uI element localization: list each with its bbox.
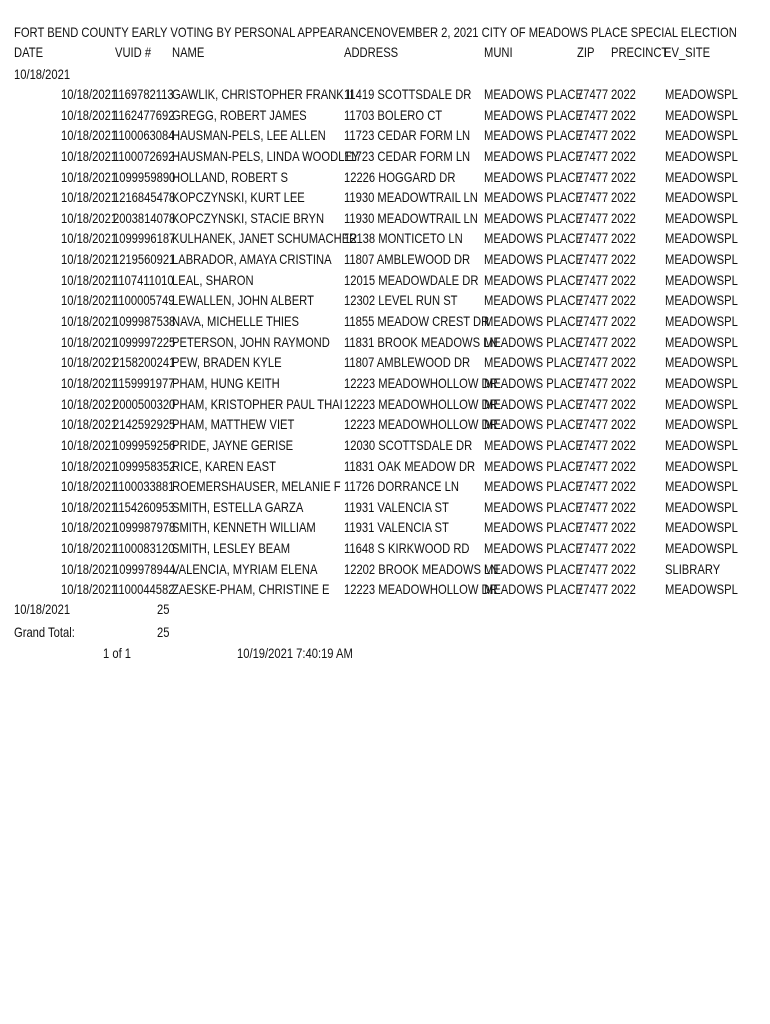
cell-ev-site: MEADOWSPL (665, 436, 738, 453)
table-row (0, 105, 770, 126)
cell-muni: MEADOWS PLACE (484, 478, 583, 495)
cell-precinct: 2022 (611, 106, 636, 123)
cell-zip: 77477 (577, 457, 609, 474)
table-row (0, 352, 770, 373)
cell-date: 10/18/2021 (61, 168, 118, 185)
cell-vuid: 1162477692 (113, 106, 175, 123)
cell-vuid: 1099996187 (113, 230, 176, 247)
cell-muni: MEADOWS PLACE (484, 395, 583, 412)
cell-address: 12226 HOGGARD DR (344, 168, 456, 185)
cell-name: KULHANEK, JANET SCHUMACHER (172, 230, 358, 247)
cell-address: 11930 MEADOWTRAIL LN (344, 189, 478, 206)
cell-name: PHAM, HUNG KEITH (172, 374, 280, 391)
cell-address: 12223 MEADOWHOLLOW DR (344, 581, 498, 598)
grand-total-count: 25 (157, 624, 170, 640)
grand-total-label: Grand Total: (14, 624, 75, 640)
cell-zip: 77477 (577, 86, 609, 102)
table-row (0, 332, 770, 353)
cell-zip: 77477 (577, 106, 609, 123)
cell-vuid: 1100044582 (113, 581, 175, 598)
cell-muni: MEADOWS PLACE (484, 86, 583, 102)
cell-address: 11855 MEADOW CREST DR (344, 313, 490, 330)
table-row (0, 517, 770, 538)
cell-address: 11723 CEDAR FORM LN (344, 147, 471, 164)
cell-ev-site: MEADOWSPL (665, 395, 738, 412)
cell-precinct: 2022 (611, 189, 636, 206)
cell-date: 10/18/2021 (61, 292, 118, 309)
cell-precinct: 2022 (611, 147, 636, 164)
table-row (0, 497, 770, 518)
cell-name: LEAL, SHARON (172, 271, 254, 288)
table-row (0, 311, 770, 332)
cell-vuid: 1099959890 (113, 168, 176, 185)
cell-ev-site: MEADOWSPL (665, 251, 738, 268)
table-row (0, 559, 770, 580)
cell-address: 11723 CEDAR FORM LN (344, 127, 471, 144)
col-header-muni: MUNI (484, 44, 513, 60)
cell-precinct: 2022 (611, 457, 636, 474)
cell-muni: MEADOWS PLACE (484, 457, 583, 474)
cell-address: 11931 VALENCIA ST (344, 519, 449, 536)
cell-muni: MEADOWS PLACE (484, 436, 583, 453)
cell-vuid: 1100005749 (113, 292, 175, 309)
cell-ev-site: MEADOWSPL (665, 147, 738, 164)
cell-address: 12223 MEADOWHOLLOW DR (344, 374, 498, 391)
cell-address: 12223 MEADOWHOLLOW DR (344, 416, 498, 433)
cell-muni: MEADOWS PLACE (484, 168, 583, 185)
cell-name: HAUSMAN-PELS, LINDA WOODLEY (172, 147, 360, 164)
cell-precinct: 2022 (611, 127, 636, 144)
cell-precinct: 2022 (611, 86, 636, 102)
cell-vuid: 1099958352 (113, 457, 176, 474)
cell-zip: 77477 (577, 395, 609, 412)
col-header-precinct: PRECINCT (611, 44, 669, 60)
cell-precinct: 2022 (611, 416, 636, 433)
cell-zip: 77477 (577, 230, 609, 247)
cell-name: PEW, BRADEN KYLE (172, 354, 282, 371)
cell-zip: 77477 (577, 478, 609, 495)
cell-precinct: 2022 (611, 271, 636, 288)
cell-address: 12202 BROOK MEADOWS LN (344, 560, 499, 577)
cell-vuid: 2158200241 (113, 354, 176, 371)
cell-precinct: 2022 (611, 292, 636, 309)
cell-name: PHAM, KRISTOPHER PAUL THAI (172, 395, 343, 412)
cell-ev-site: MEADOWSPL (665, 168, 738, 185)
cell-muni: MEADOWS PLACE (484, 354, 583, 371)
cell-precinct: 2022 (611, 354, 636, 371)
table-row (0, 167, 770, 188)
cell-date: 10/18/2021 (61, 457, 118, 474)
cell-date: 10/18/2021 (61, 416, 118, 433)
table-row (0, 373, 770, 394)
table-row (0, 208, 770, 229)
table-row (0, 538, 770, 559)
cell-vuid: 1219560921 (113, 251, 176, 268)
cell-precinct: 2022 (611, 478, 636, 495)
cell-date: 10/18/2021 (61, 540, 118, 557)
cell-date: 10/18/2021 (61, 436, 118, 453)
cell-address: 11703 BOLERO CT (344, 106, 443, 123)
cell-zip: 77477 (577, 189, 609, 206)
cell-address: 11726 DORRANCE LN (344, 478, 459, 495)
cell-precinct: 2022 (611, 251, 636, 268)
cell-date: 10/18/2021 (61, 230, 118, 247)
cell-muni: MEADOWS PLACE (484, 581, 583, 598)
table-row (0, 84, 770, 105)
cell-date: 10/18/2021 (61, 519, 118, 536)
table-row (0, 146, 770, 167)
cell-muni: MEADOWS PLACE (484, 251, 583, 268)
cell-vuid: 1099987978 (113, 519, 176, 536)
cell-vuid: 2142592925 (113, 416, 176, 433)
cell-date: 10/18/2021 (61, 374, 118, 391)
cell-ev-site: MEADOWSPL (665, 457, 738, 474)
cell-precinct: 2022 (611, 498, 636, 515)
cell-ev-site: MEADOWSPL (665, 333, 738, 350)
cell-name: HAUSMAN-PELS, LEE ALLEN (172, 127, 326, 144)
cell-muni: MEADOWS PLACE (484, 540, 583, 557)
cell-zip: 77477 (577, 581, 609, 598)
cell-ev-site: MEADOWSPL (665, 498, 738, 515)
cell-name: NAVA, MICHELLE THIES (172, 313, 299, 330)
cell-name: PRIDE, JAYNE GERISE (172, 436, 294, 453)
cell-name: KOPCZYNSKI, STACIE BRYN (172, 209, 325, 226)
cell-address: 11419 SCOTTSDALE DR (344, 86, 472, 102)
cell-vuid: 2003814078 (113, 209, 176, 226)
cell-precinct: 2022 (611, 313, 636, 330)
cell-zip: 77477 (577, 498, 609, 515)
subtotal-label: 10/18/2021 (14, 601, 71, 617)
cell-name: KOPCZYNSKI, KURT LEE (172, 189, 305, 206)
cell-name: PHAM, MATTHEW VIET (172, 416, 295, 433)
cell-zip: 77477 (577, 560, 609, 577)
cell-date: 10/18/2021 (61, 313, 118, 330)
table-row (0, 270, 770, 291)
cell-name: HOLLAND, ROBERT S (172, 168, 288, 185)
cell-zip: 77477 (577, 416, 609, 433)
cell-vuid: 1100063084 (113, 127, 175, 144)
cell-precinct: 2022 (611, 540, 636, 557)
cell-address: 11807 AMBLEWOOD DR (344, 354, 471, 371)
cell-zip: 77477 (577, 354, 609, 371)
cell-muni: MEADOWS PLACE (484, 560, 583, 577)
cell-muni: MEADOWS PLACE (484, 106, 583, 123)
cell-muni: MEADOWS PLACE (484, 271, 583, 288)
cell-name: SMITH, LESLEY BEAM (172, 540, 291, 557)
table-row (0, 228, 770, 249)
cell-name: SMITH, KENNETH WILLIAM (172, 519, 316, 536)
cell-precinct: 2022 (611, 333, 636, 350)
table-row (0, 187, 770, 208)
cell-address: 12138 MONTICETO LN (344, 230, 463, 247)
cell-zip: 77477 (577, 271, 609, 288)
cell-address: 12030 SCOTTSDALE DR (344, 436, 473, 453)
printed-timestamp: 10/19/2021 7:40:19 AM (237, 645, 353, 661)
cell-vuid: 1154260953 (113, 498, 175, 515)
cell-address: 12302 LEVEL RUN ST (344, 292, 458, 309)
cell-name: PETERSON, JOHN RAYMOND (172, 333, 330, 350)
cell-zip: 77477 (577, 292, 609, 309)
voter-table-body (0, 84, 770, 600)
cell-ev-site: MEADOWSPL (665, 209, 738, 226)
cell-ev-site: MEADOWSPL (665, 354, 738, 371)
cell-muni: MEADOWS PLACE (484, 416, 583, 433)
cell-vuid: 1107411010 (113, 271, 174, 288)
cell-precinct: 2022 (611, 209, 636, 226)
cell-address: 12015 MEADOWDALE DR (344, 271, 479, 288)
group-date-heading: 10/18/2021 (14, 66, 71, 82)
cell-ev-site: MEADOWSPL (665, 313, 738, 330)
cell-address: 11648 S KIRKWOOD RD (344, 540, 470, 557)
cell-precinct: 2022 (611, 560, 636, 577)
table-row (0, 249, 770, 270)
cell-muni: MEADOWS PLACE (484, 230, 583, 247)
cell-vuid: 1100072692 (113, 147, 175, 164)
table-row (0, 394, 770, 415)
col-header-address: ADDRESS (344, 44, 399, 60)
cell-precinct: 2022 (611, 168, 636, 185)
cell-name: SMITH, ESTELLA GARZA (172, 498, 304, 515)
cell-name: ZAESKE-PHAM, CHRISTINE E (172, 581, 330, 598)
cell-vuid: 1159991977 (113, 374, 175, 391)
cell-vuid: 1216845478 (113, 189, 176, 206)
cell-zip: 77477 (577, 209, 609, 226)
cell-zip: 77477 (577, 251, 609, 268)
cell-muni: MEADOWS PLACE (484, 498, 583, 515)
cell-name: ROEMERSHAUSER, MELANIE F (172, 478, 341, 495)
page-number: 1 of 1 (103, 645, 132, 661)
cell-date: 10/18/2021 (61, 498, 118, 515)
cell-date: 10/18/2021 (61, 560, 118, 577)
table-row (0, 125, 770, 146)
cell-ev-site: MEADOWSPL (665, 519, 738, 536)
cell-ev-site: MEADOWSPL (665, 271, 738, 288)
cell-vuid: 1100083120 (113, 540, 175, 557)
table-row (0, 414, 770, 435)
cell-date: 10/18/2021 (61, 127, 118, 144)
cell-vuid: 1099987538 (113, 313, 176, 330)
cell-muni: MEADOWS PLACE (484, 313, 583, 330)
cell-muni: MEADOWS PLACE (484, 127, 583, 144)
cell-name: GAWLIK, CHRISTOPHER FRANK II (172, 86, 354, 102)
cell-ev-site: MEADOWSPL (665, 86, 738, 102)
cell-zip: 77477 (577, 147, 609, 164)
cell-name: LABRADOR, AMAYA CRISTINA (172, 251, 332, 268)
cell-address: 11831 BROOK MEADOWS LN (344, 333, 498, 350)
cell-date: 10/18/2021 (61, 106, 118, 123)
cell-ev-site: MEADOWSPL (665, 292, 738, 309)
col-header-date: DATE (14, 44, 44, 60)
cell-ev-site: MEADOWSPL (665, 581, 738, 598)
cell-zip: 77477 (577, 313, 609, 330)
cell-date: 10/18/2021 (61, 354, 118, 371)
cell-name: GREGG, ROBERT JAMES (172, 106, 307, 123)
col-header-name: NAME (172, 44, 205, 60)
cell-date: 10/18/2021 (61, 581, 118, 598)
cell-precinct: 2022 (611, 436, 636, 453)
cell-date: 10/18/2021 (61, 251, 118, 268)
cell-name: VALENCIA, MYRIAM ELENA (172, 560, 318, 577)
cell-precinct: 2022 (611, 230, 636, 247)
cell-address: 11930 MEADOWTRAIL LN (344, 209, 478, 226)
cell-date: 10/18/2021 (61, 333, 118, 350)
cell-date: 10/18/2021 (61, 271, 118, 288)
table-row (0, 435, 770, 456)
cell-zip: 77477 (577, 436, 609, 453)
cell-address: 11931 VALENCIA ST (344, 498, 449, 515)
subtotal-count: 25 (157, 601, 170, 617)
cell-ev-site: MEADOWSPL (665, 416, 738, 433)
cell-precinct: 2022 (611, 395, 636, 412)
cell-ev-site: MEADOWSPL (665, 540, 738, 557)
cell-ev-site: MEADOWSPL (665, 106, 738, 123)
cell-zip: 77477 (577, 374, 609, 391)
cell-address: 11807 AMBLEWOOD DR (344, 251, 471, 268)
cell-date: 10/18/2021 (61, 478, 118, 495)
cell-muni: MEADOWS PLACE (484, 209, 583, 226)
col-header-ev-site: EV_SITE (664, 44, 711, 60)
cell-ev-site: MEADOWSPL (665, 189, 738, 206)
cell-muni: MEADOWS PLACE (484, 189, 583, 206)
cell-precinct: 2022 (611, 581, 636, 598)
report-title: FORT BEND COUNTY EARLY VOTING BY PERSONAL APPEARANCENOVEMBER 2, 2021 CITY OF MEADOWS PLACE SPECIAL ELECTION (14, 24, 737, 40)
cell-date: 10/18/2021 (61, 209, 118, 226)
cell-muni: MEADOWS PLACE (484, 147, 583, 164)
col-header-zip: ZIP (577, 44, 595, 60)
cell-ev-site: MEADOWSPL (665, 127, 738, 144)
cell-vuid: 1099959256 (113, 436, 176, 453)
cell-zip: 77477 (577, 127, 609, 144)
cell-ev-site: MEADOWSPL (665, 478, 738, 495)
cell-zip: 77477 (577, 519, 609, 536)
cell-zip: 77477 (577, 168, 609, 185)
cell-muni: MEADOWS PLACE (484, 292, 583, 309)
cell-date: 10/18/2021 (61, 189, 118, 206)
cell-vuid: 2000500320 (113, 395, 176, 412)
col-header-vuid: VUID # (115, 44, 152, 60)
cell-ev-site: MEADOWSPL (665, 230, 738, 247)
cell-muni: MEADOWS PLACE (484, 333, 583, 350)
cell-ev-site: SLIBRARY (665, 560, 721, 577)
cell-vuid: 1099978944 (113, 560, 176, 577)
cell-muni: MEADOWS PLACE (484, 519, 583, 536)
cell-vuid: 1169782113 (113, 86, 174, 102)
cell-zip: 77477 (577, 540, 609, 557)
table-row (0, 476, 770, 497)
cell-name: LEWALLEN, JOHN ALBERT (172, 292, 314, 309)
table-row (0, 579, 770, 600)
cell-name: RICE, KAREN EAST (172, 457, 276, 474)
cell-address: 11831 OAK MEADOW DR (344, 457, 476, 474)
cell-address: 12223 MEADOWHOLLOW DR (344, 395, 498, 412)
table-row (0, 290, 770, 311)
cell-zip: 77477 (577, 333, 609, 350)
cell-precinct: 2022 (611, 374, 636, 391)
cell-date: 10/18/2021 (61, 147, 118, 164)
table-row (0, 456, 770, 477)
cell-date: 10/18/2021 (61, 86, 118, 102)
cell-ev-site: MEADOWSPL (665, 374, 738, 391)
cell-vuid: 1100033881 (113, 478, 175, 495)
cell-precinct: 2022 (611, 519, 636, 536)
cell-vuid: 1099997225 (113, 333, 176, 350)
cell-date: 10/18/2021 (61, 395, 118, 412)
cell-muni: MEADOWS PLACE (484, 374, 583, 391)
